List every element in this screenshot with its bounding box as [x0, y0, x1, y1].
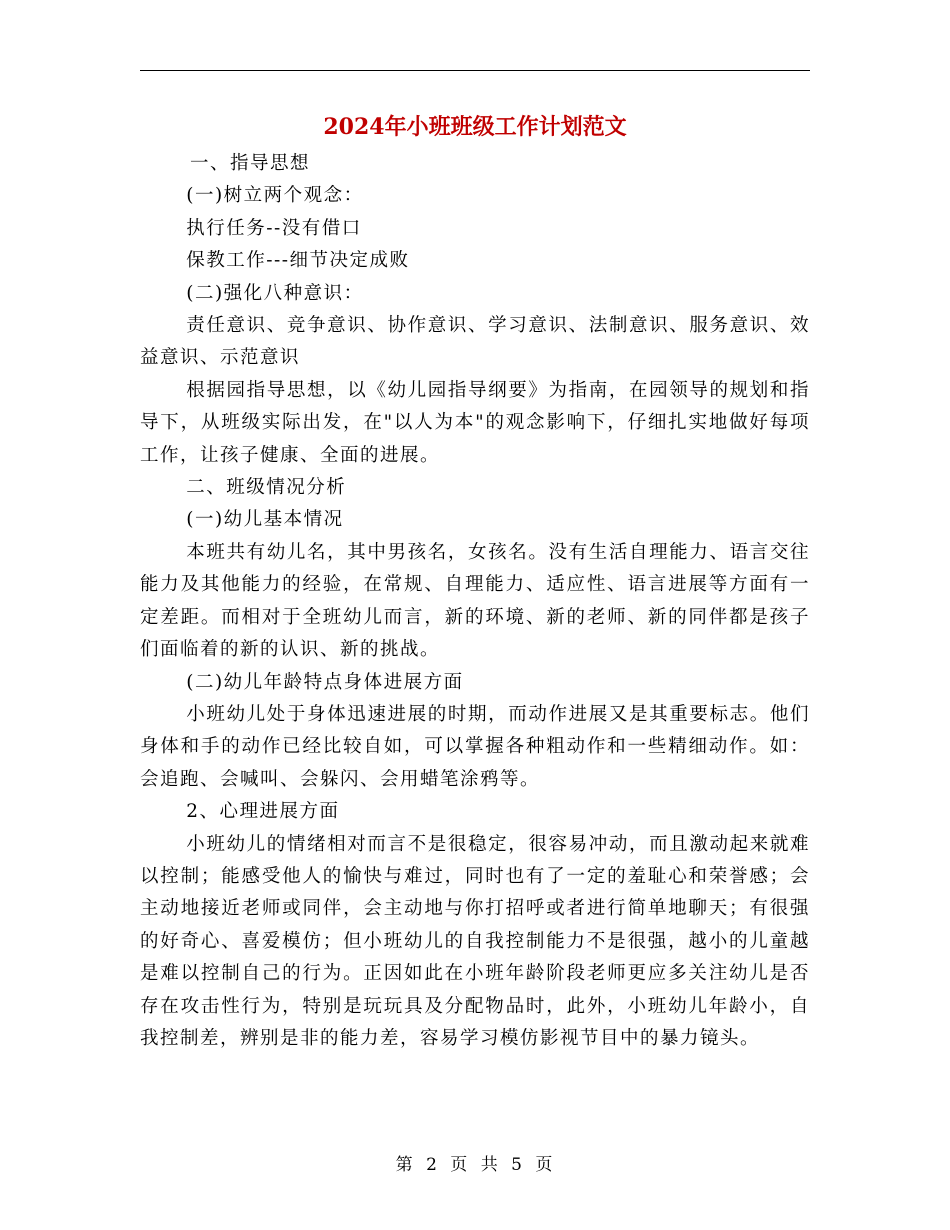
footer-total-pages: 5	[511, 1155, 524, 1175]
footer-total-word: 共	[480, 1155, 500, 1175]
footer-current-page: 2	[426, 1155, 439, 1175]
header-rule	[140, 70, 810, 71]
document-body	[140, 148, 810, 1055]
subsection-eight-awareness: (二)强化八种意识：	[186, 282, 364, 304]
subsection-basic-situation: (一)幼儿基本情况	[186, 509, 344, 531]
footer-suffix: 页	[535, 1155, 555, 1175]
concept-item-execute: 执行任务--没有借口	[186, 217, 362, 239]
basic-situation-paragraph: 本班共有幼儿名，其中男孩名，女孩名。没有生活自理能力、语言交往能力及其他能力的经验，在常规、自理能力、适应性、语言进展等方面有一定差距。而相对于全班幼儿而言，新的环境、新的老师、新的同伴都是孩子们面临着的新的认识、新的挑战。	[140, 541, 810, 661]
section-heading-guiding-ideology: 一、指导思想	[189, 153, 310, 174]
concept-item-care-education: 保教工作---细节决定成败	[186, 250, 410, 272]
psychological-development-paragraph: 小班幼儿的情绪相对而言不是很稳定，很容易冲动，而且激动起来就难以控制；能感受他人的愉快与难过，同时也有了一定的羞耻心和荣誉感；会主动地接近老师或同伴，会主动地与你打招呼或者进行简单地聊天；有很强的好奇心、喜爱模仿；但小班幼儿的自我控制能力不是很强，越小的儿童越是难以控制自己的行为。正因如此在小班年龄阶段老师更应多关注幼儿是否存在攻击性行为，特别是玩玩具及分配物品时，此外，小班幼儿年龄小，自我控制差，辨别是非的能力差，容易学习模仿影视节目中的暴力镜头。	[140, 833, 810, 1049]
subsection-two-concepts: (一)树立两个观念：	[186, 185, 364, 207]
physical-development-paragraph: 小班幼儿处于身体迅速进展的时期，而动作进展又是其重要标志。他们身体和手的动作已经比较自如，可以掌握各种粗动作和一些精细动作。如：会追跑、会喊叫、会躲闪、会用蜡笔涂鸦等。	[140, 703, 810, 790]
awareness-list-paragraph: 责任意识、竞争意识、协作意识、学习意识、法制意识、服务意识、效益意识、示范意识	[140, 315, 810, 369]
section-heading-class-analysis: 二、班级情况分析	[186, 477, 347, 499]
document-title: 2024年小班班级工作计划范文	[323, 114, 627, 140]
guiding-ideology-paragraph: 根据园指导思想，以《幼儿园指导纲要》为指南，在园领导的规划和指导下，从班级实际出发，在"以人为本"的观念影响下，仔细扎实地做好每项工作，让孩子健康、全面的进展。	[140, 379, 810, 466]
subsection-psychological-development: 2、心理进展方面	[186, 801, 340, 823]
subsection-age-characteristics: (二)幼儿年龄特点身体进展方面	[186, 671, 464, 693]
footer-page-word: 页	[450, 1155, 470, 1175]
footer-prefix: 第	[395, 1155, 415, 1175]
page-footer	[0, 1153, 950, 1177]
